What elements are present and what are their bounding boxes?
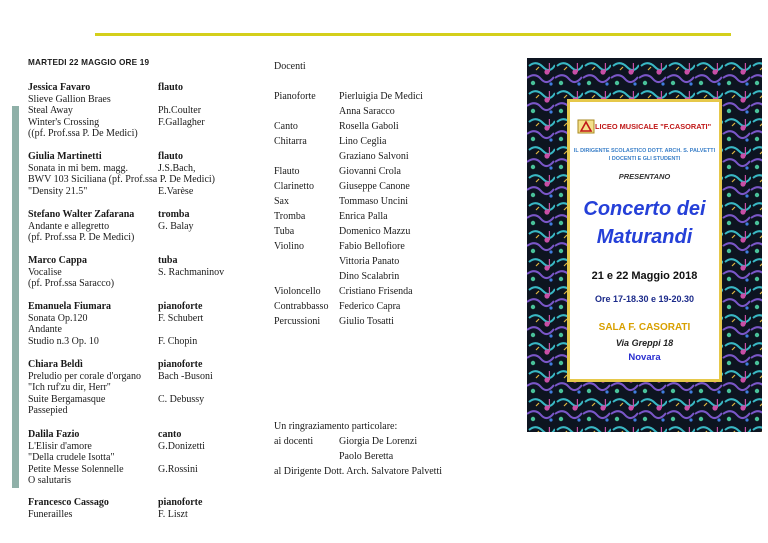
docenti-instrument: Tuba [274, 226, 295, 237]
docenti-name: Domenico Mazzu [339, 226, 411, 237]
poster-city: Novara [628, 352, 661, 363]
piece-composer: E.Varèse [158, 185, 194, 197]
docenti-name: Enrica Palla [339, 211, 388, 222]
docenti-instrument: Canto [274, 121, 298, 132]
poster-title-line2: Maturandi [596, 226, 693, 248]
poster-venue: SALA F. CASORATI [598, 322, 691, 333]
piece-title: Sonata Op.120 [28, 312, 88, 324]
docenti-name: Cristiano Frisenda [339, 286, 413, 297]
docenti-name: Dino Scalabrin [339, 271, 400, 282]
side-accent-bar [12, 106, 19, 488]
performer-instrument: pianoforte [158, 497, 203, 508]
performer-name: Dalila Fazio [28, 429, 80, 440]
piece-title: Suite Bergamasque [28, 393, 106, 405]
thanks-name-1: Giorgia De Lorenzi [339, 436, 418, 447]
piece-title: Studio n.3 Op. 10 [28, 335, 99, 347]
performer-instrument: pianoforte [158, 301, 203, 312]
performer-instrument: tromba [158, 209, 190, 220]
docenti-name: Giulio Tosatti [339, 316, 394, 327]
performer-name: Chiara Beldì [28, 359, 83, 370]
docenti-title: Docenti [274, 61, 306, 72]
piece-composer: S. Rachmaninov [158, 266, 225, 278]
piece-title: Winter's Crossing [28, 116, 100, 128]
docenti-name: Pierluigia De Medici [339, 91, 423, 102]
performer-name: Emanuela Fiumara [28, 301, 112, 312]
performer-instrument: canto [158, 429, 182, 440]
piece-title: Andante [28, 324, 62, 335]
piece-title: "Ich ruf'zu dir, Herr" [28, 382, 111, 393]
docenti-name: Federico Capra [339, 301, 401, 312]
thanks-name-2: Paolo Beretta [339, 451, 394, 462]
docenti-name: Tommaso Uncini [339, 196, 409, 207]
piece-composer: C. Debussy [158, 393, 205, 405]
piece-title: Andante e allegretto [28, 220, 110, 232]
performer-name: Marco Cappa [28, 255, 87, 266]
thanks-label: ai docenti [274, 436, 314, 447]
poster-card [567, 99, 722, 382]
piece-composer: G.Rossini [158, 463, 198, 475]
piece-title: L'Elisir d'amore [28, 440, 92, 452]
poster-school-name: LICEO MUSICALE "F.CASORATI" [595, 122, 712, 131]
piece-composer: G. Balay [158, 220, 194, 232]
piece-composer: F. Chopin [158, 335, 198, 347]
performer-instrument: tuba [158, 255, 178, 266]
performer-name: Stefano Walter Zafarana [28, 209, 135, 220]
piece-title: "Density 21.5" [28, 185, 88, 197]
piece-composer: F. Schubert [158, 312, 204, 324]
piece-title: O salutaris [28, 475, 72, 486]
docenti-name: Giovanni Crola [339, 166, 401, 177]
piece-title: BWV 103 Siciliana (pf. Prof.ssa P. De Medici) [28, 174, 216, 185]
poster-hours: Ore 17-18.30 e 19-20.30 [594, 294, 695, 304]
thanks-dirigente: al Dirigente Dott. Arch. Salvatore Palvetti [274, 466, 443, 477]
docenti-name: Anna Saracco [339, 106, 395, 117]
piece-title: (pf. Prof.ssa Saracco) [28, 278, 115, 289]
piece-title: (pf. Prof.ssa P. De Medici) [28, 232, 135, 243]
top-divider-line [95, 33, 731, 36]
concert-poster [527, 58, 762, 432]
docenti-instrument: Sax [274, 196, 289, 207]
docenti-name: Fabio Bellofiore [339, 241, 405, 252]
performer-instrument: flauto [158, 151, 183, 162]
poster-street: Via Greppi 18 [615, 338, 674, 348]
docenti-instrument: Violoncello [274, 286, 321, 297]
thanks-title: Un ringraziamento particolare: [274, 421, 398, 432]
docenti-instrument: Contrabbasso [274, 301, 329, 312]
piece-composer: Ph.Coulter [158, 105, 202, 116]
piece-composer: F.Gallagher [158, 116, 205, 128]
docenti-name: Giuseppe Canone [339, 181, 410, 192]
piece-title: Preludio per corale d'organo [28, 370, 141, 382]
piece-composer: F. Liszt [158, 508, 188, 520]
docenti-instrument: Pianoforte [274, 91, 316, 102]
performer-instrument: flauto [158, 82, 183, 93]
performer-instrument: pianoforte [158, 359, 203, 370]
docenti-instrument: Clarinetto [274, 181, 314, 192]
piece-composer: Bach -Busoni [158, 370, 213, 382]
piece-title: Steal Away [28, 105, 73, 116]
docenti-name: Vittoria Panato [339, 256, 400, 267]
docenti-instrument: Percussioni [274, 316, 321, 327]
performer-name: Giulia Martinetti [28, 151, 102, 162]
piece-title: Vocalise [28, 266, 62, 278]
piece-title: Sonata in mi bem. magg. [28, 162, 128, 174]
docenti-instrument: Tromba [274, 211, 306, 222]
piece-title: Petite Messe Solennelle [28, 463, 124, 475]
performer-name: Jessica Favaro [28, 82, 91, 93]
piece-title: Slieve Gallion Braes [28, 93, 111, 105]
poster-title-line1: Concerto dei [583, 198, 706, 220]
piece-title: "Della crudele Isotta" [28, 452, 115, 463]
piece-composer: G.Donizetti [158, 440, 205, 452]
docenti-name: Lino Ceglia [339, 136, 387, 147]
piece-title: Passepied [28, 405, 68, 416]
piece-title: ((pf. Prof.ssa P. De Medici) [28, 128, 138, 139]
docenti-instrument: Violino [274, 241, 304, 252]
docenti-instrument: Chitarra [274, 136, 307, 147]
performer-name: Francesco Cassago [28, 497, 109, 508]
docenti-instrument: Flauto [274, 166, 300, 177]
poster-dirigente-line: IL DIRIGENTE SCOLASTICO DOTT. ARCH. S. PALVETTI [573, 148, 716, 154]
poster-docenti-line: I DOCENTI E GLI STUDENTI [608, 156, 681, 162]
poster-dates: 21 e 22 Maggio 2018 [591, 270, 698, 282]
school-logo-icon [577, 118, 595, 134]
docenti-name: Graziano Salvoni [339, 151, 409, 162]
concert-date-header: MARTEDI 22 MAGGIO ORE 19 [28, 58, 150, 67]
docenti-name: Rosella Gaboli [339, 121, 399, 132]
poster-presentano: PRESENTANO [618, 172, 671, 181]
piece-title: Funerailles [28, 508, 73, 520]
piece-composer: J.S.Bach, [158, 162, 196, 174]
